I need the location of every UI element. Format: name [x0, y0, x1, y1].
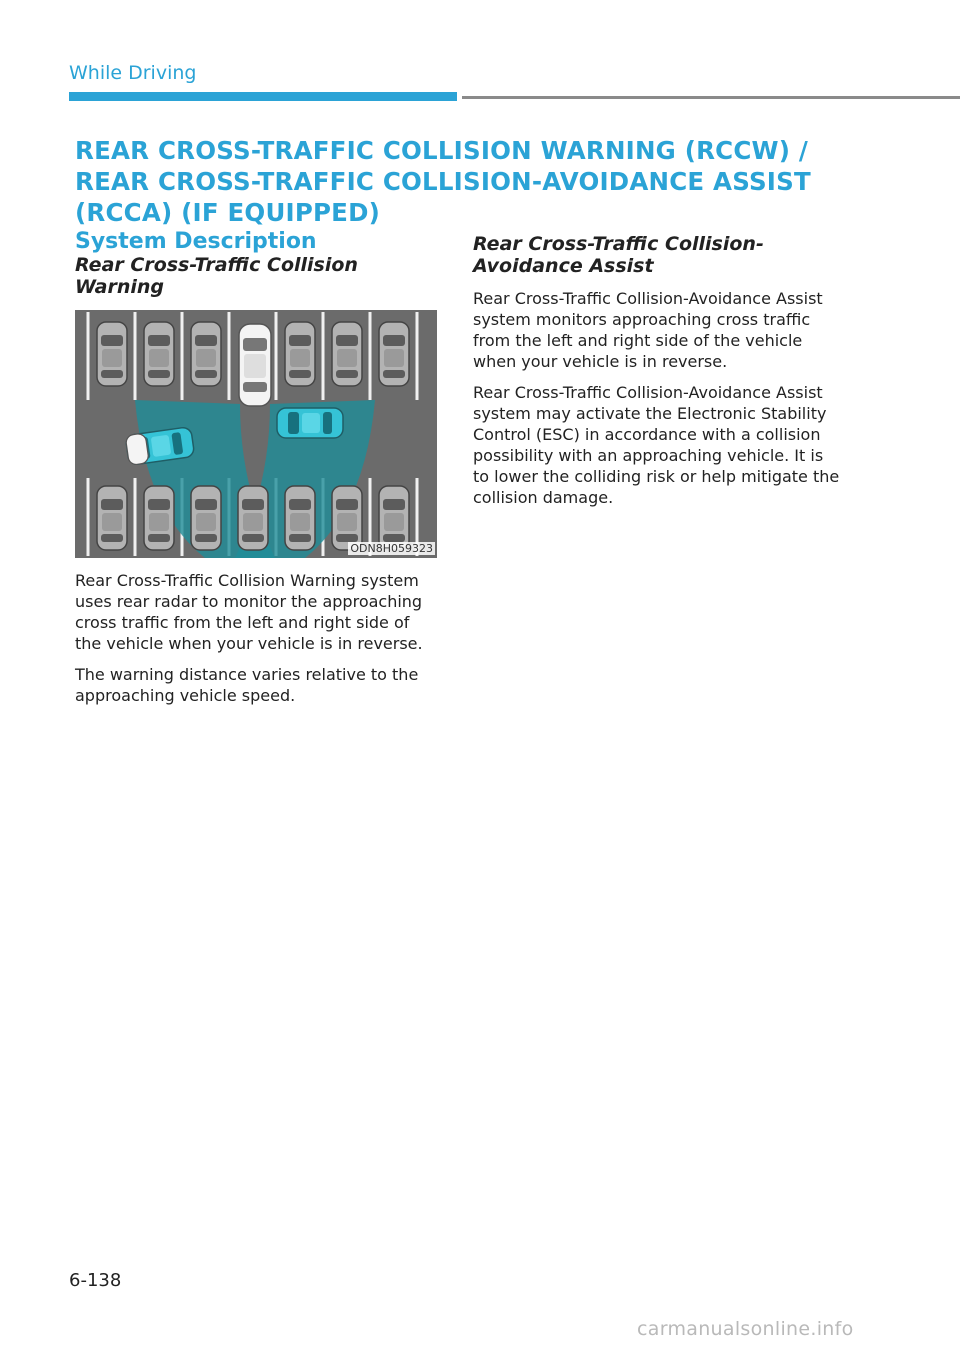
- rccw-paragraph-1: Rear Cross-Traffic Collision Warning system uses rear radar to monitor the approaching cross traffic from the left and right side of the vehicle when your vehicle is in reverse.: [75, 571, 423, 653]
- rccw-illustration: [75, 310, 437, 558]
- rcca-subtitle: Rear Cross-Traffic Collision-Avoidance Assist: [473, 233, 764, 277]
- chapter-title: While Driving: [69, 62, 197, 84]
- watermark: carmanualsonline.info: [637, 1318, 854, 1340]
- figure-code: ODN8H059323: [350, 542, 433, 555]
- rccw-paragraph-2: The warning distance varies relative to the approaching vehicle speed.: [75, 665, 419, 705]
- rcca-paragraph-2: Rear Cross-Traffic Collision-Avoidance Assist system may activate the Electronic Stability Control (ESC) in accordance with a collision possibility with an approaching vehicle. It is to lower the colliding risk or help mitigate the collision damage.: [473, 383, 840, 507]
- header-rule-gray: [462, 96, 960, 99]
- parking-lot-illustration: [75, 310, 437, 558]
- section-title: System Description: [75, 229, 317, 254]
- header-rule-accent: [69, 92, 457, 101]
- page-title: REAR CROSS-TRAFFIC COLLISION WARNING (RCCW) / REAR CROSS-TRAFFIC COLLISION-AVOIDANCE ASSIST (RCCA) (IF EQUIPPED): [75, 136, 811, 227]
- page-number: 6-138: [69, 1270, 122, 1291]
- rccw-subtitle: Rear Cross-Traffic Collision Warning: [75, 254, 358, 298]
- right-column: [473, 233, 843, 518]
- left-column: [75, 254, 440, 716]
- rcca-paragraph-1: Rear Cross-Traffic Collision-Avoidance Assist system monitors approaching cross traffic from the left and right side of the vehicle when your vehicle is in reverse.: [473, 289, 823, 371]
